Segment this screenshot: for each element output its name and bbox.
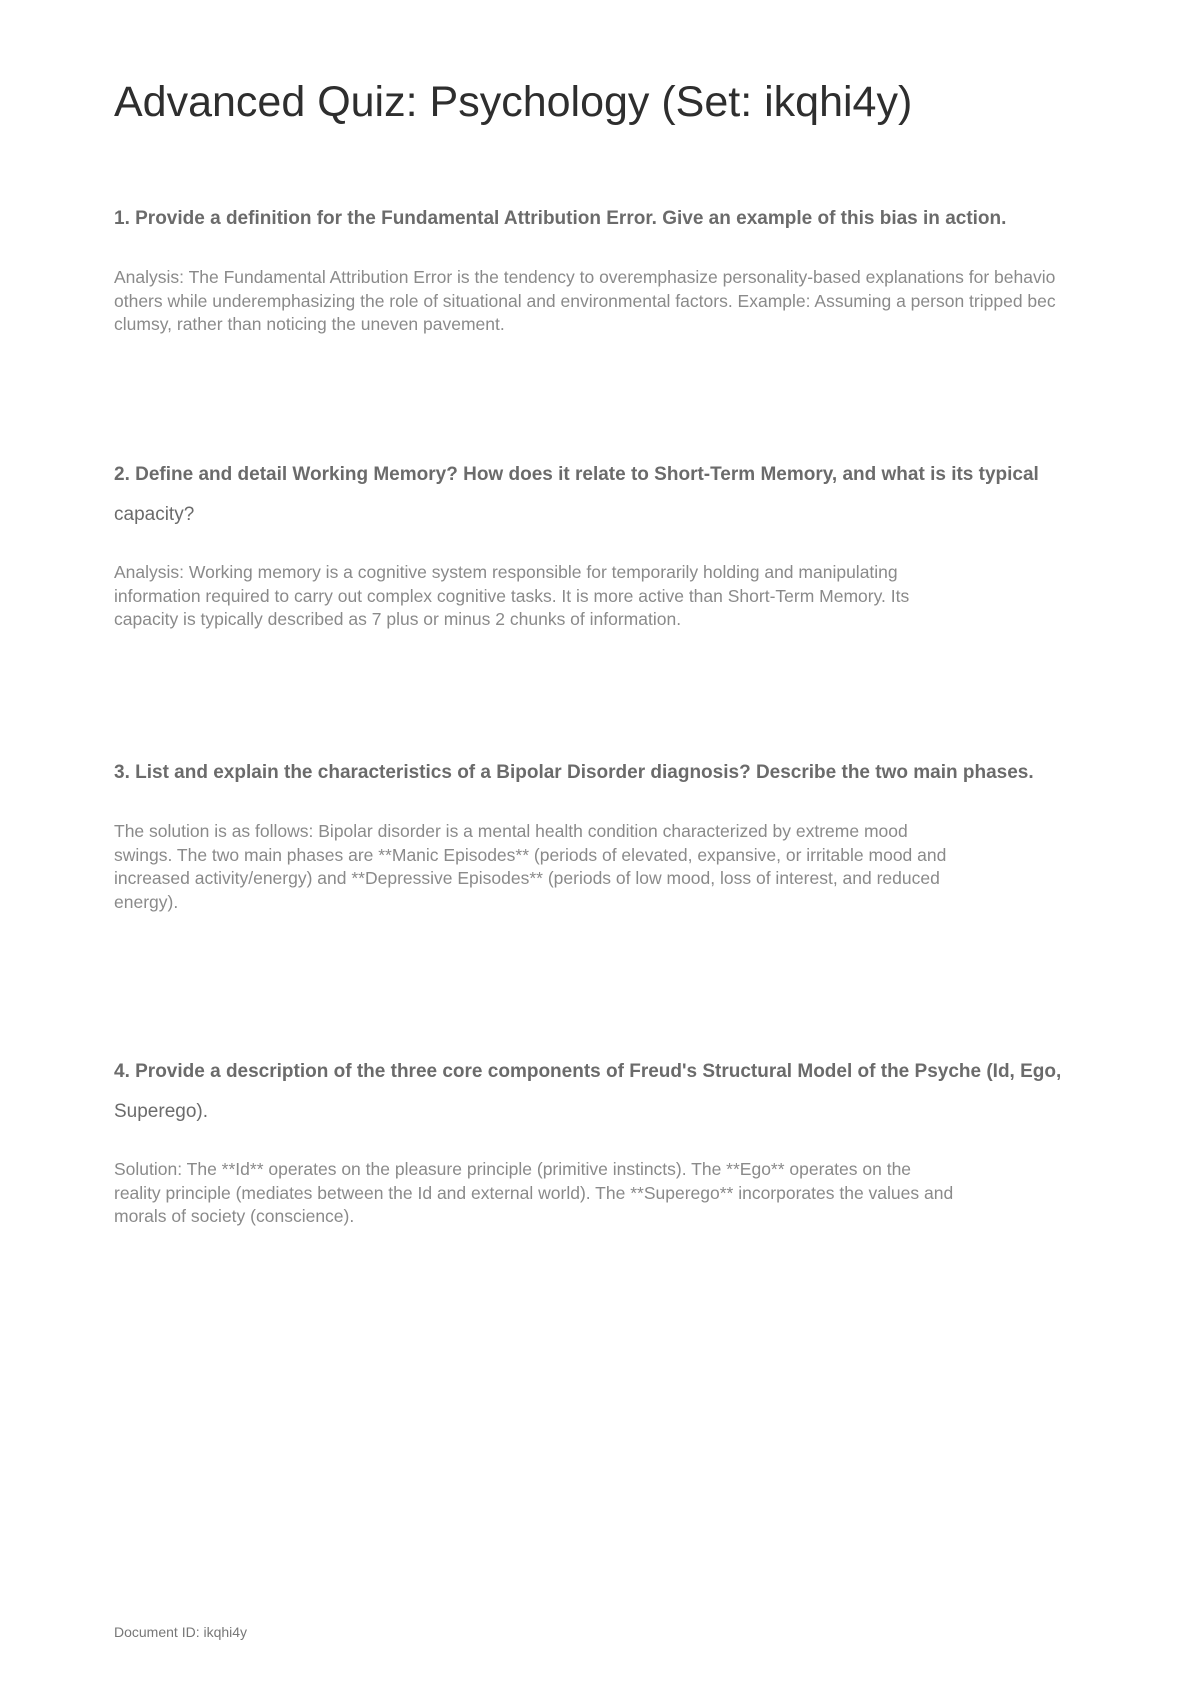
question-heading-continued: Superego). [114, 1101, 209, 1122]
question-2 [114, 463, 1114, 632]
answer-line: capacity is typically described as 7 plus or minus 2 chunks of information. [114, 609, 682, 629]
answer-line: Analysis: Working memory is a cognitive system responsible for temporarily holding and manipulating [114, 562, 898, 582]
question-heading: 3. List and explain the characteristics of a Bipolar Disorder diagnosis? Describe the two main phases. [114, 762, 1034, 783]
question-heading: 4. Provide a description of the three core components of Freud's Structural Model of the Psyche (Id, Ego, [114, 1061, 1062, 1082]
question-heading-continued: capacity? [114, 504, 195, 525]
page-title: Advanced Quiz: Psychology (Set: ikqhi4y) [114, 78, 913, 126]
answer-text [114, 266, 1200, 337]
answer-line: The solution is as follows: Bipolar disorder is a mental health condition characterized by extreme mood [114, 821, 908, 841]
answer-line: Analysis: The Fundamental Attribution Error is the tendency to overemphasize personality-based explanations for behavio [114, 267, 1056, 287]
answer-line: information required to carry out complex cognitive tasks. It is more active than Short-Term Memory. Its [114, 585, 910, 606]
answer-line: increased activity/energy) and **Depressive Episodes** (periods of low mood, loss of interest, and reduced [114, 868, 940, 888]
question-heading: 2. Define and detail Working Memory? How does it relate to Short-Term Memory, and what is its typical [114, 464, 1039, 485]
answer-line: others while underemphasizing the role of situational and environmental factors. Example: Assuming a person tripped bec [114, 290, 1056, 311]
answer-line: swings. The two main phases are **Manic Episodes** (periods of elevated, expansive, or irritable mood and [114, 844, 947, 865]
document-id-footer: Document ID: ikqhi4y [114, 1624, 248, 1640]
answer-line: reality principle (mediates between the Id and external world). The **Superego** incorporates the values and [114, 1182, 954, 1203]
answer-text [114, 1158, 1114, 1229]
question-heading: 1. Provide a definition for the Fundamental Attribution Error. Give an example of this bias in action. [114, 208, 1007, 229]
answer-text [114, 820, 1114, 914]
answer-line: energy). [114, 891, 179, 912]
question-4 [114, 1060, 1114, 1229]
question-1 [114, 207, 1114, 337]
question-3 [114, 761, 1114, 914]
answer-line: morals of society (conscience). [114, 1206, 355, 1226]
answer-line: clumsy, rather than noticing the uneven pavement. [114, 314, 505, 334]
answer-line: Solution: The **Id** operates on the pleasure principle (primitive instincts). The **Ego** operates on the [114, 1159, 912, 1179]
answer-text [114, 561, 1114, 632]
